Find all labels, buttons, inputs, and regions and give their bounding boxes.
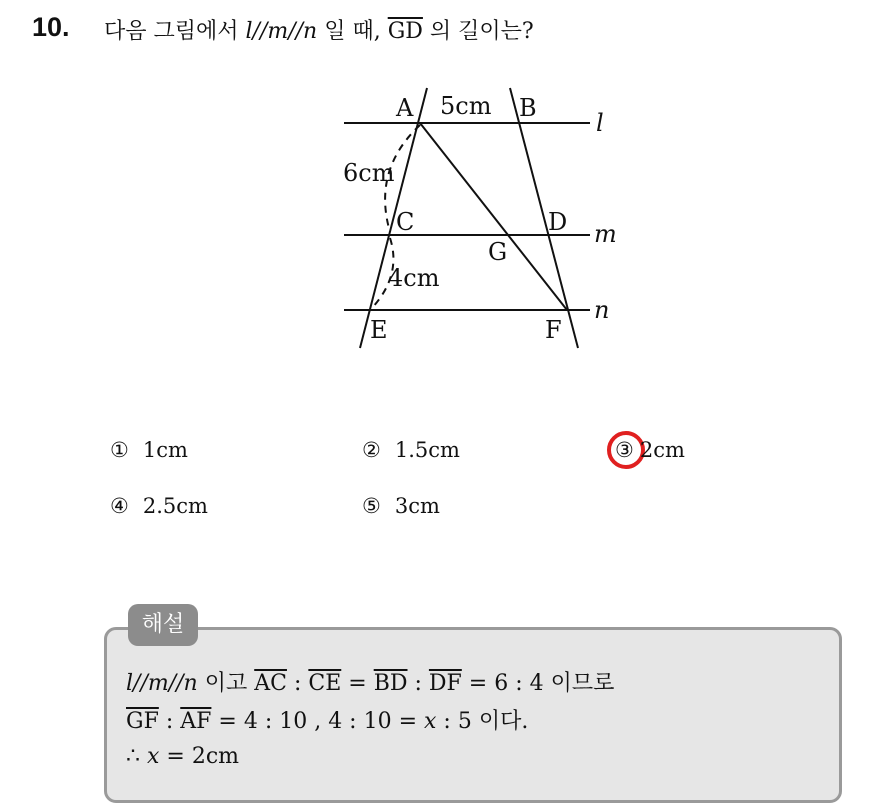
- choice-4-text: 2.5cm: [142, 494, 208, 518]
- label-ac-length: 6cm: [343, 159, 395, 187]
- label-ce-length: 4cm: [388, 264, 440, 292]
- choice-3-text: 2cm: [639, 438, 685, 462]
- choice-4[interactable]: [110, 494, 208, 518]
- label-e: E: [370, 316, 388, 344]
- question-suffix: 의 길이는?: [422, 19, 534, 44]
- choice-4-number: ④: [110, 494, 129, 518]
- choice-3-number: ③: [615, 438, 634, 462]
- choice-3[interactable]: [615, 438, 685, 462]
- parallel-notation: l//m//n: [245, 19, 318, 44]
- choice-1-text: 1cm: [142, 438, 188, 462]
- segment-gd: $\overline{GD}$: [387, 19, 423, 44]
- label-b: B: [519, 94, 537, 122]
- explanation-title: 해설: [128, 604, 198, 646]
- explanation-line-2: $\overline{GF}$ : $\overline{AF} = 4$ : 10 , 4 : 10 = x : 5 이다.: [126, 709, 529, 734]
- explanation-line-1: l//m//n 이고 $\overline{AC}$ : $\overline{CE} = \overline{BD}$ : $\overline{DF} = 6$ : 4 이므로: [126, 671, 615, 696]
- label-f: F: [545, 316, 562, 344]
- choice-5-text: 3cm: [394, 494, 440, 518]
- choice-2[interactable]: [362, 438, 460, 462]
- question-number: 10.: [32, 12, 70, 42]
- choice-2-number: ②: [362, 438, 381, 462]
- label-c: C: [396, 208, 415, 236]
- label-g: G: [488, 238, 508, 266]
- explanation-line-3: ∴ x = 2cm: [126, 744, 240, 769]
- label-a: A: [396, 94, 414, 122]
- choice-2-text: 1.5cm: [394, 438, 460, 462]
- question-prefix: 다음 그림에서: [104, 19, 246, 44]
- choice-1-number: ①: [110, 438, 129, 462]
- question-middle: 일 때,: [317, 19, 388, 44]
- label-d: D: [548, 208, 568, 236]
- label-m: m: [594, 220, 617, 248]
- label-l: l: [596, 109, 604, 137]
- choice-5-number: ⑤: [362, 494, 381, 518]
- label-ab-length: 5cm: [440, 92, 492, 120]
- choice-1[interactable]: [110, 438, 188, 462]
- choice-5[interactable]: [362, 494, 440, 518]
- label-n: n: [594, 296, 610, 324]
- segment-af: [420, 123, 567, 310]
